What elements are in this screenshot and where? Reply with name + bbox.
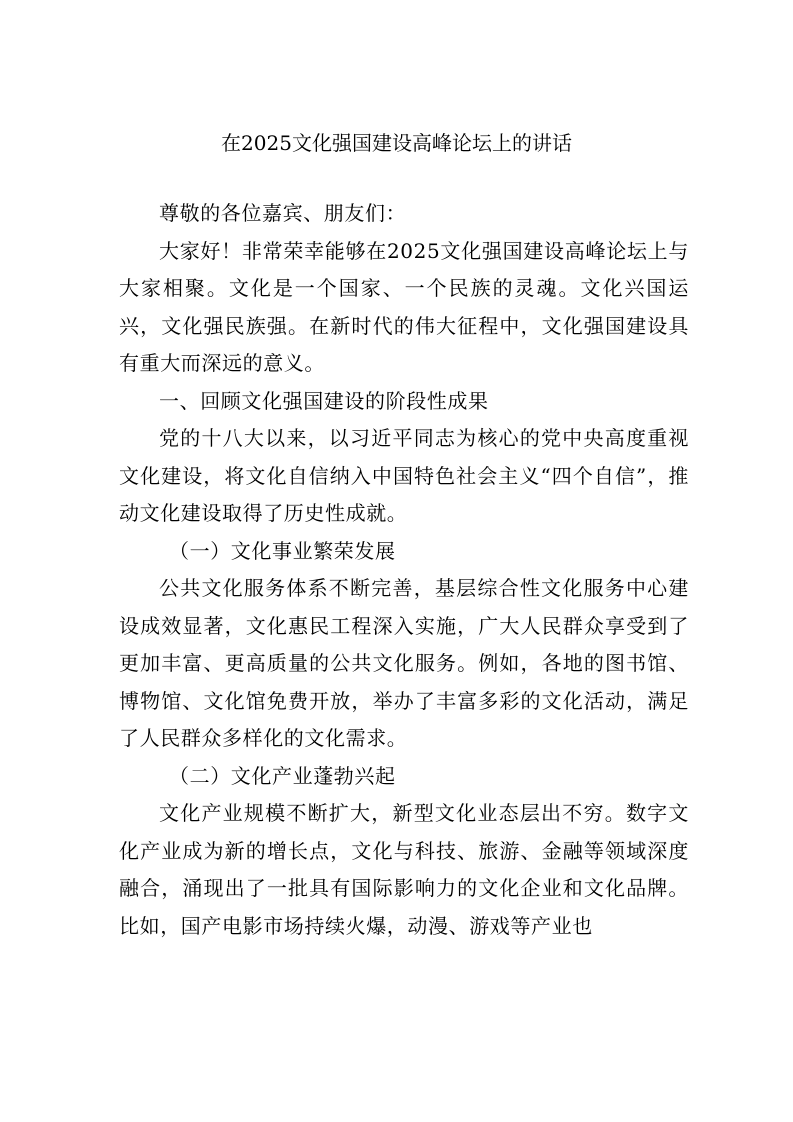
document-body (119, 195, 689, 945)
paragraph: 党的十八大以来，以习近平同志为核心的党中央高度重视文化建设，将文化自信纳入中国特色社会主义“四个自信”，推动文化建设取得了历史性成就。 (119, 426, 689, 525)
salutation: 尊敬的各位嘉宾、朋友们： (159, 201, 407, 225)
paragraph: 文化产业规模不断扩大，新型文化业态层出不穷。数字文化产业成为新的增长点，文化与科技、旅游、金融等领域深度融合，涌现出了一批具有国际影响力的文化企业和文化品牌。比如，国产电影市场持续火爆，动漫、游戏等产业也 (119, 801, 689, 938)
document-title: 在2025文化强国建设高峰论坛上的讲话 (221, 131, 572, 155)
paragraph-opening: 大家好！非常荣幸能够在2025文化强国建设高峰论坛上与大家相聚。文化是一个国家、一个民族的灵魂。文化兴国运兴，文化强民族强。在新时代的伟大征程中，文化强国建设具有重大而深远的意义。 (119, 238, 689, 375)
subsection-heading-2: （二）文化产业蓬勃兴起 (169, 763, 396, 788)
section-heading-1: 一、回顾文化强国建设的阶段性成果 (159, 388, 489, 413)
paragraph: 公共文化服务体系不断完善，基层综合性文化服务中心建设成效显著，文化惠民工程深入实施，广大人民群众享受到了更加丰富、更高质量的公共文化服务。例如，各地的图书馆、博物馆、文化馆免费开放，举办了丰富多彩的文化活动，满足了人民群众多样化的文化需求。 (119, 576, 689, 750)
subsection-heading-1: （一）文化事业繁荣发展 (169, 538, 396, 563)
